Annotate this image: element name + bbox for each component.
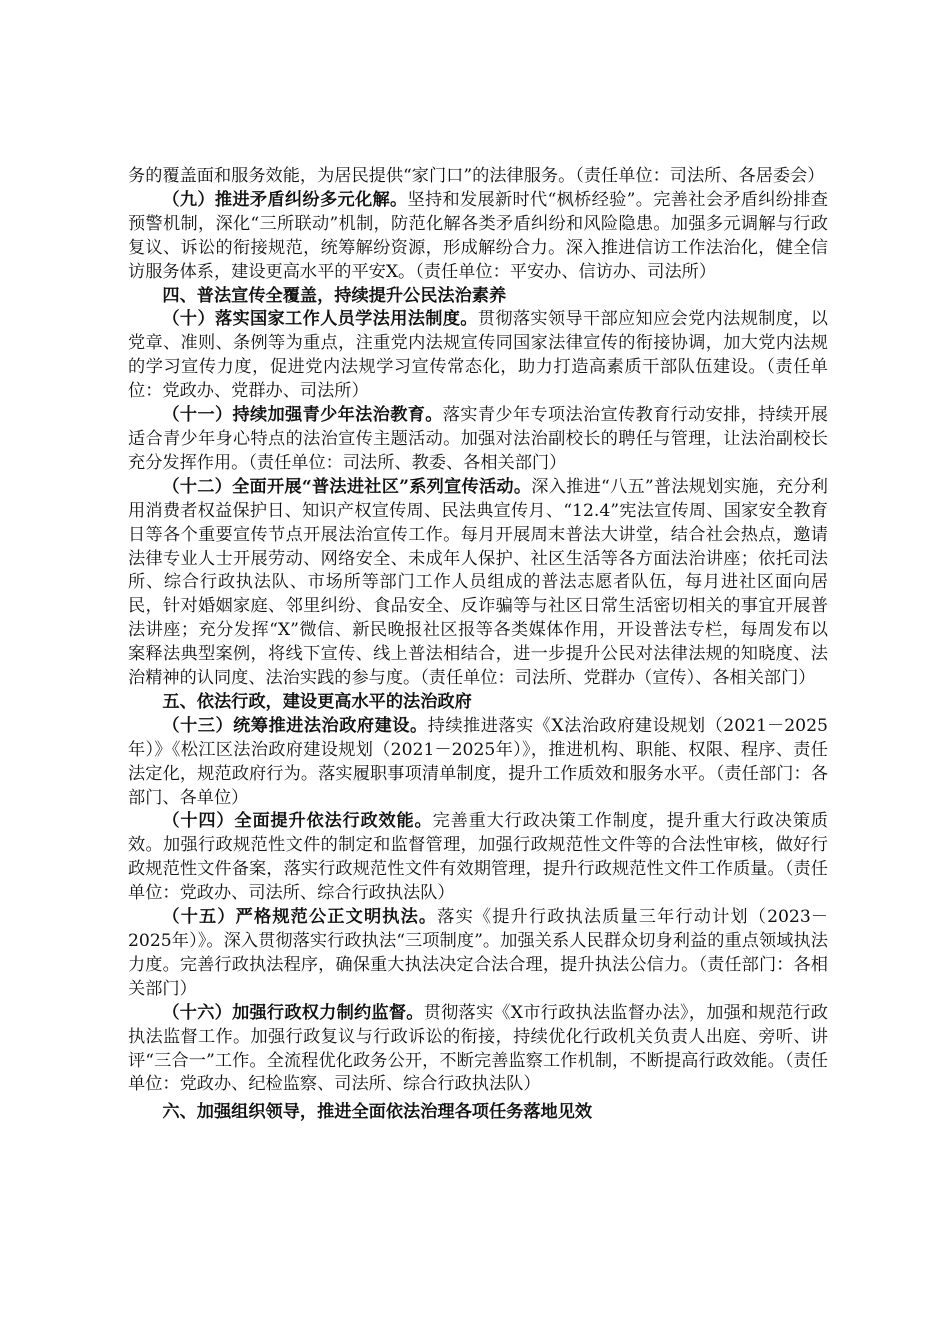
item-text: 坚持和发展新时代“枫桥经验”。完善社会矛盾纠纷排查预警机制，深化“三所联动”机制，防范化解各类矛盾纠纷和风险隐患。加强多元调解与行政复议、诉讼的衔接规范，统筹解纷资源，形成解纷合力。深入推进信访工作法治化，健全信访服务体系，建设更高水平的平安X。（责任单位：平安办、信访办、司法所） [128,189,828,282]
item-title: （十五）严格规范公正文明执法。 [162,907,438,928]
item-text: 落实《提升行政执法质量三年行动计划（2023－2025年）》。深入贯彻落实行政执法“三项制度”。加强关系人民群众切身利益的重点领域执法力度。完善行政执法程序，确保重大执法决定合法合理，提升执法公信力。（责任部门：各相关部门） [128,907,828,999]
item-title: （九）推进矛盾纠纷多元化解。 [162,189,408,210]
paragraph-item-12 [128,476,828,691]
item-text: 持续推进落实《X法治政府建设规划（2021－2025年）》《松江区法治政府建设规划（2021－2025年）》，推进机构、职能、权限、程序、责任法定化，规范政府行为。落实履职事项清单制度，提升工作质效和服务水平。（责任部门：各部门、各单位） [128,715,828,808]
item-title: （十一）持续加强青少年法治教育。 [162,405,443,426]
paragraph-item-9 [128,189,828,285]
document-page [128,165,828,1125]
item-text: 完善重大行政决策工作制度，提升重大行政决策质效。加强行政规范性文件的制定和监督管理，加强行政规范性文件等的合法性审核，做好行政规范性文件备案，落实行政规范性文件有效期管理，提升行政规范性文件工作质量。（责任单位：党政办、司法所、综合行政执法队） [128,811,828,904]
item-title: （十）落实国家工作人员学法用法制度。 [162,309,478,330]
item-text: 落实青少年专项法治宣传教育行动安排，持续开展适合青少年身心特点的法治宣传主题活动。加强对法治副校长的聘任与管理，让法治副校长充分发挥作用。（责任单位：司法所、教委、各相关部门） [128,405,828,473]
paragraph-text: 务的覆盖面和服务效能，为居民提供“家门口”的法律服务。（责任单位：司法所、各居委会） [128,166,825,186]
paragraph-item-11 [128,404,828,476]
section-heading-5: 五、依法行政，建设更高水平的法治政府 [162,691,472,712]
item-title: （十三）统筹推进法治政府建设。 [162,715,428,736]
paragraph-item-15 [128,906,828,1002]
item-text: 贯彻落实《X市行政执法监督办法》，加强和规范行政执法监督工作。加强行政复议与行政诉讼的衔接，持续优化行政机关负责人出庭、旁听、讲评“三合一”工作。全流程优化政务公开，不断完善监察工作机制，不断提高行政效能。（责任单位：党政办、纪检监察、司法所、综合行政执法队） [128,1002,828,1095]
item-text: 贯彻落实领导干部应知应会党内法规制度，以党章、准则、条例等为重点，注重党内法规宣传同国家法律宣传的衔接协调，加大党内法规的学习宣传力度，促进党内法规学习宣传常态化，助力打造高素质干部队伍建设。（责任单位：党政办、党群办、司法所） [128,309,828,402]
paragraph-continued [128,165,828,189]
item-text: 深入推进“八五”普法规划实施，充分利用消费者权益保护日、知识产权宣传周、民法典宣传月、“12.4”宪法宣传周、国家安全教育日等各个重要宣传节点开展法治宣传工作。每月开展周末普法大讲堂，结合社会热点，邀请法律专业人士开展劳动、网络安全、未成年人保护、社区生活等各方面法治讲座；依托司法所、综合行政执法队、市场所等部门工作人员组成的普法志愿者队伍，每月进社区面向居民，针对婚姻家庭、邻里纠纷、食品安全、反诈骗等与社区日常生活密切相关的事宜开展普法讲座；充分发挥“X”微信、新民晚报社区报等各类媒体作用，开设普法专栏，每周发布以案释法典型案例，将线下宣传、线上普法相结合，进一步提升公民对法律法规的知晓度、法治精神的认同度、法治实践的参与度。（责任单位：司法所、党群办（宣传）、各相关部门） [128,476,828,689]
section-heading-4: 四、普法宣传全覆盖，持续提升公民法治素养 [162,285,507,306]
paragraph-item-14 [128,810,828,906]
section-heading-6: 六、加强组织领导，推进全面依法治理各项任务落地见效 [162,1102,593,1123]
paragraph-item-13 [128,715,828,811]
paragraph-item-10 [128,308,828,404]
item-title: （十六）加强行政权力制约监督。 [162,1002,424,1023]
item-title: （十二）全面开展“普法进社区”系列宣传活动。 [162,476,532,497]
paragraph-item-16 [128,1002,828,1098]
item-title: （十四）全面提升依法行政效能。 [162,811,433,832]
